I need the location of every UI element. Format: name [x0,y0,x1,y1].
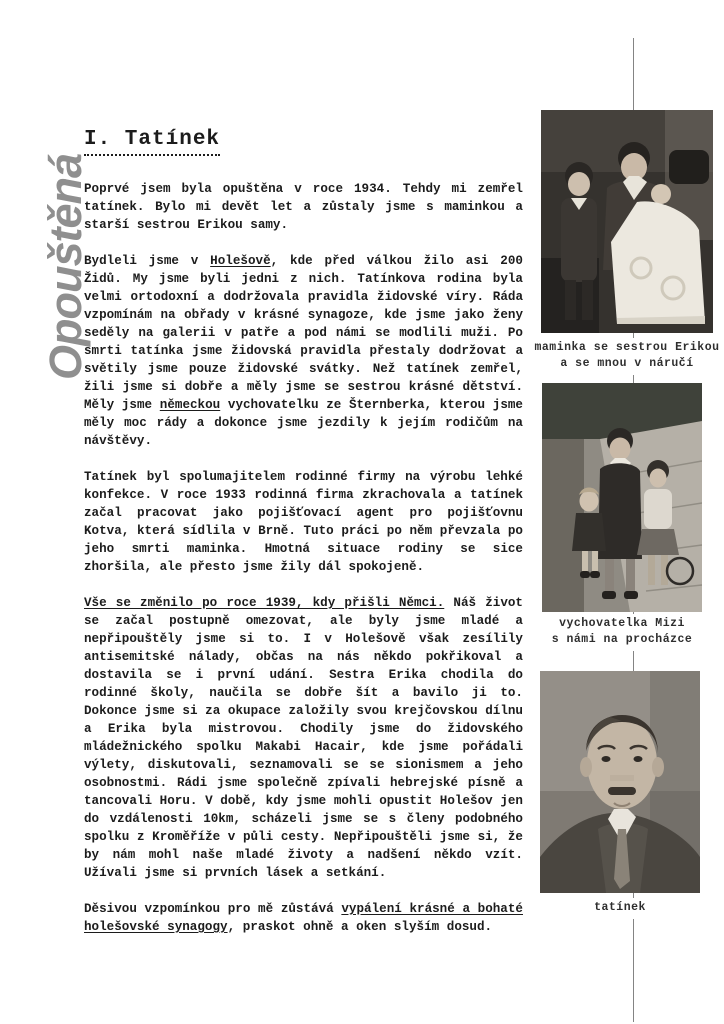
underlined-text: Holešově [210,254,271,268]
caption-line: tatínek [594,901,646,914]
caption-line: s námi na procházce [551,633,693,646]
paragraph-text: Bydleli jsme v [84,254,211,268]
paragraph-text: Náš život se začal postupně omezovat, ale byly jsme mladé a nepřipouštěly jsme si to. I v Holešově však zesílily antisemitské nálady, občas na nás někdo pokřikoval a dostavila se i první udání. Sestra Erika chodila do rodinné školy, naučila se dobře šít a bavilo ji to. Dokonce jsme si za okupace založily svou krejčovskou dílnu a Erika byla mistrovou. Chodily jsme do židovského mládežnického spolku Makabi Hacair, kde jsme pořádali výlety, diskutovali, seznamovali se se sionismem a jeho osobnostmi. Rádi jsme společně zpívali hebrejské písně a tancovali Horu. V době, kdy jsme mohli opustit Holešov jen do vzdálenosti 10km, scházeli jsme se s členy podobného spolku z Kroměříže v půli cesty. Nepřipouštěli jsme si, že by nám mohl naše mladé životy a nadšení někdo vzít. Užívali jsme si prvních lásek a setkání. [84,596,523,880]
photo-vychovatelka-mizi [542,383,702,612]
underlined-text: německou [159,398,221,412]
paragraph-4 [84,594,523,882]
paragraph-3 [84,468,523,576]
paragraph-text: , praskot ohně a oken slyším dosud. [227,920,493,934]
photo-tatinek [540,671,700,893]
caption-line: a se mnou v náručí [560,357,694,370]
paragraph-text: , kde před válkou žilo asi 200 Židů. My jsme byli jedni z nich. Tatínkova rodina byla velmi ortodoxní a dodržovala pravidla židovské víry. Ráda vzpomínám na obřady v krásné synagoze, kde jsme jako ženy seděly na galerii v patře a pod námi se modlili muži. Po smrti tatínka jsme židovská pravidla přestaly dodržovat a světily jsme pouze židovské svátky. Než tatínek zemřel, žili jsme si dobře a měly jsme se sestrou krásné dětství. Měly jsme [84,254,523,412]
underlined-text: vypálení krásné a bohaté holešovské synagogy [84,902,523,934]
paragraph-2 [84,252,523,450]
photo-caption [533,614,711,651]
paragraph-text: Tatínek byl spolumajitelem rodinné firmy na výrobu lehké konfekce. V roce 1933 rodinná firma zkrachovala a tatínek začal pracovat jako pojišťovací agent pro pojišťovnu Kotva, která sídlila v Brně. Tuto práci po něm převzala po jeho smrti maminka. Hmotná situace rodiny se sice zhoršila, ale přesto jsme žily dál spokojeně. [84,470,523,574]
paragraph-1 [84,180,523,234]
paragraph-5 [84,900,523,936]
book-title-vertical: Opouštěná [40,153,91,380]
paragraph-text: vychovatelku ze Šternberka, kterou jsme měly moc rády a dokonce jsme jezdily k jejím rodičům na návštěvy. [84,398,523,448]
paragraph-text: Poprvé jsem byla opuštěna v roce 1934. Tehdy mi zemřel tatínek. Bylo mi devět let a zůstaly jsme s maminkou a starší sestrou Erikou samy. [84,182,523,232]
article-column [84,128,523,954]
photo-caption [540,898,700,919]
caption-line: maminka se sestrou Erikou [534,341,720,354]
underlined-text: Vše se změnilo po roce 1939, kdy přišli Němci. [84,596,445,610]
photo-caption [533,338,721,375]
chapter-heading-text: I. Tatínek [84,128,220,156]
caption-line: vychovatelka Mizi [559,617,685,630]
paragraph-text: Děsivou vzpomínkou pro mě zůstává [84,902,342,916]
photo-maminka-erika [541,110,713,333]
chapter-heading [84,128,523,156]
